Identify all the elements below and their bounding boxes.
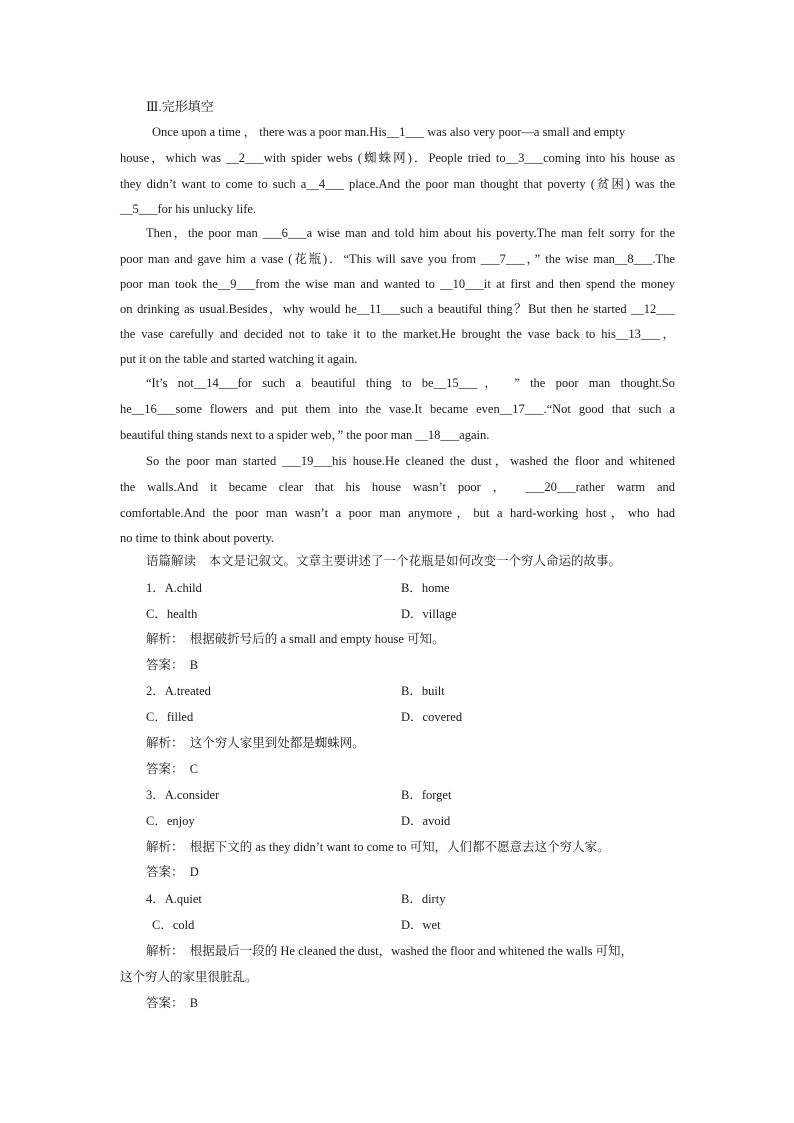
passage-line: beautiful thing stands next to a spider web，” the poor man __18___again. [120, 428, 490, 442]
passage-line: __5___for his unlucky life. [120, 202, 257, 216]
passage-line: comfortable.And the poor man wasn’t a poor man anymore，but a hard-working host，who had [120, 506, 675, 520]
passage-line: Once upon a time ， there was a poor man.His__1___ was also very poor—a small and empty [152, 125, 626, 139]
passage-line: on drinking as usual.Besides，why would he__11___such a beautiful thing？But then he started __12___ [120, 302, 675, 316]
question-3-option-d: D．avoid [401, 814, 451, 828]
passage-line: poor man took the__9___from the wise man and wanted to __10___it at first and then spend the money [120, 277, 675, 291]
passage-line: So the poor man started ___19___his house.He cleaned the dust，washed the floor and whitened [146, 454, 675, 468]
passage-line: he__16___some flowers and put them into the vase.It became even__17___.“Not good that such a [120, 402, 675, 416]
question-4-option-d: D．wet [401, 918, 441, 932]
summary-text: 语篇解读 本文是记叙文。文章主要讲述了一个花瓶是如何改变一个穷人命运的故事。 [146, 554, 622, 568]
question-1-option-d: D．village [401, 607, 457, 621]
passage-line: no time to think about poverty. [120, 531, 275, 545]
passage-line: poor man and gave him a vase (花瓶)．“This will save you from ___7___，” the wise man__8___.The [120, 252, 675, 266]
section-title: Ⅲ.完形填空 [146, 99, 214, 114]
question-1-analysis: 解析： 根据破折号后的 a small and empty house 可知。 [146, 632, 445, 646]
question-2-option-d: D．covered [401, 710, 463, 724]
question-1-option-a: 1．A.child [146, 581, 202, 595]
question-3-option-a: 3．A.consider [146, 788, 220, 802]
question-4-analysis: 解析： 根据最后一段的 He cleaned the dust，washed the floor and whitened the walls 可知， [146, 944, 634, 958]
question-2-answer: 答案： C [146, 762, 199, 776]
question-3-option-b: B．forget [401, 788, 452, 802]
question-1-option-c: C．health [146, 607, 198, 621]
passage-line: the walls.And it became clear that his house wasn’t poor ， ___20___rather warm and [120, 480, 675, 494]
passage-line: the vase carefully and decided not to take it to the market.He brought the vase back to his__13___， [120, 327, 675, 341]
passage-line: house，which was __2___with spider webs (蜘蛛网)．People tried to__3___coming into his house as [120, 151, 675, 165]
question-2-option-c: C．filled [146, 710, 194, 724]
question-2-option-a: 2．A.treated [146, 684, 211, 698]
question-4-option-c: C．cold [152, 918, 195, 932]
question-3-option-c: C．enjoy [146, 814, 195, 828]
passage-line: Then，the poor man ___6___a wise man and told him about his poverty.The man felt sorry for the [146, 226, 675, 240]
question-2-analysis: 解析： 这个穷人家里到处都是蜘蛛网。 [146, 736, 365, 750]
passage-line: “It’s not__14___for such a beautiful thing to be__15___， ” the poor man thought.So [146, 376, 675, 390]
question-1-option-b: B．home [401, 581, 450, 595]
question-2-option-b: B．built [401, 684, 445, 698]
question-4-analysis-continued: 这个穷人的家里很脏乱。 [120, 970, 258, 984]
question-4-answer: 答案： B [146, 996, 199, 1010]
passage-line: they didn’t want to come to such a__4___ place.And the poor man thought that poverty (贫困) was the [120, 177, 675, 191]
question-1-answer: 答案： B [146, 658, 199, 672]
question-3-analysis: 解析： 根据下文的 as they didn’t want to come to 可知，人们都不愿意去这个穷人家。 [146, 840, 610, 854]
question-3-answer: 答案： D [146, 865, 199, 879]
question-4-option-b: B．dirty [401, 892, 446, 906]
passage-line: put it on the table and started watching it again. [120, 352, 358, 366]
question-4-option-a: 4．A.quiet [146, 892, 202, 906]
